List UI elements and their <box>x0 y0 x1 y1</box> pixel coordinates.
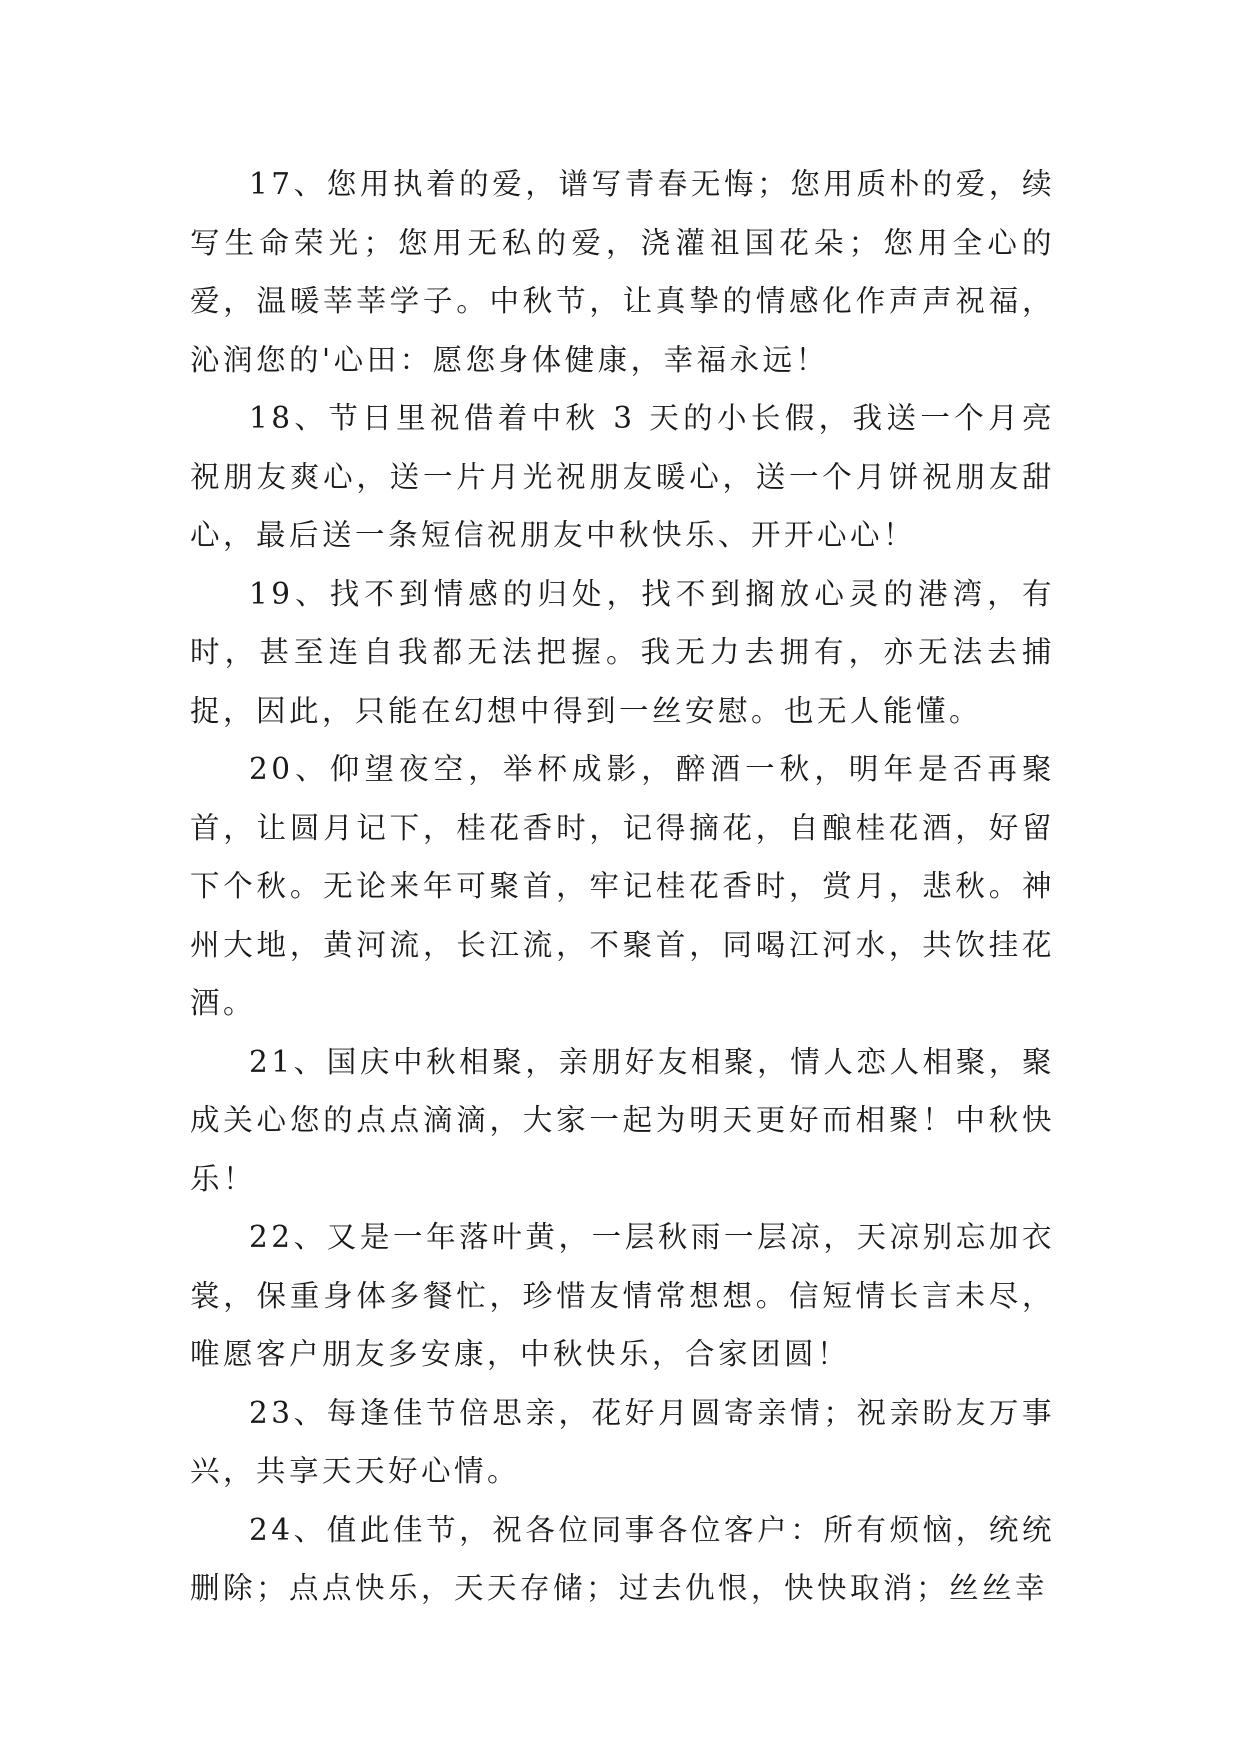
paragraph-19: 19、找不到情感的归处，找不到搁放心灵的港湾，有时，甚至连自我都无法把握。我无力去拥有，亦无法去捕捉，因此，只能在幻想中得到一丝安慰。也无人能懂。 <box>190 576 1055 728</box>
paragraph-20: 20、仰望夜空，举杯成影，醉酒一秋，明年是否再聚首，让圆月记下，桂花香时，记得摘花，自酿桂花酒，好留下个秋。无论来年可聚首，牢记桂花香时，赏月，悲秋。神州大地，黄河流，长江流，不聚首，同喝江河水，共饮挂花酒。 <box>190 752 1055 1020</box>
paragraph-22: 22、又是一年落叶黄，一层秋雨一层凉，天凉别忘加衣裳，保重身体多餐忙，珍惜友情常想想。信短情长言未尽，唯愿客户朋友多安康，中秋快乐，合家团圆！ <box>190 1220 1055 1371</box>
paragraph-24: 24、值此佳节，祝各位同事各位客户：所有烦恼，统统删除；点点快乐，天天存储；过去仇恨，快快取消；丝丝幸 <box>190 1512 1055 1605</box>
paragraph-18: 18、节日里祝借着中秋 3 天的小长假，我送一个月亮祝朋友爽心，送一片月光祝朋友暖心，送一个月饼祝朋友甜心，最后送一条短信祝朋友中秋快乐、开开心心！ <box>190 401 1055 552</box>
document-body <box>190 155 1055 1618</box>
paragraph-23: 23、每逢佳节倍思亲，花好月圆寄亲情；祝亲盼友万事兴，共享天天好心情。 <box>190 1395 1055 1488</box>
paragraph-17: 17、您用执着的爱，谱写青春无悔；您用质朴的爱，续写生命荣光；您用无私的爱，浇灌祖国花朵；您用全心的爱，温暖莘莘学子。中秋节，让真挚的情感化作声声祝福，沁润您的'心田：愿您身体健康，幸福永远！ <box>190 167 1055 377</box>
paragraph-21: 21、国庆中秋相聚，亲朋好友相聚，情人恋人相聚，聚成关心您的点点滴滴，大家一起为明天更好而相聚！中秋快乐！ <box>190 1044 1055 1196</box>
